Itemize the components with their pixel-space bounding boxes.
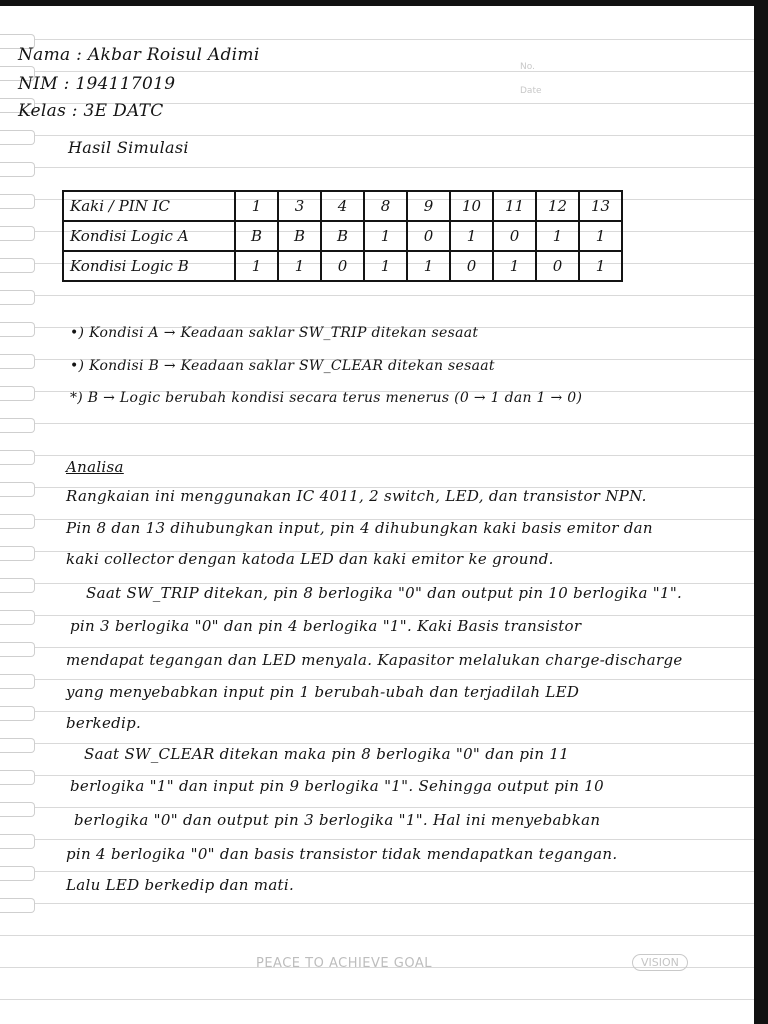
binder-hole <box>0 322 35 337</box>
table-cell: B <box>235 221 278 251</box>
table-cell: 9 <box>407 191 450 221</box>
binder-hole <box>0 386 35 401</box>
table-cell: 1 <box>450 221 493 251</box>
table-cell: 1 <box>493 251 536 281</box>
note-condition-b: •) Kondisi B → Keadaan saklar SW_CLEAR ditekan sesaat <box>70 358 495 374</box>
table-cell: 1 <box>407 251 450 281</box>
binder-hole <box>0 834 35 849</box>
table-cell: 1 <box>364 251 407 281</box>
binder-hole <box>0 258 35 273</box>
analysis-line: Rangkaian ini menggunakan IC 4011, 2 switch, LED, dan transistor NPN. <box>66 487 647 505</box>
section-title: Hasil Simulasi <box>68 138 189 157</box>
binder-hole <box>0 194 35 209</box>
binder-hole <box>0 706 35 721</box>
analysis-line: berkedip. <box>66 714 142 732</box>
footer-motto: PEACE TO ACHIEVE GOAL <box>256 956 432 971</box>
binder-hole <box>0 770 35 785</box>
binder-hole <box>0 866 35 881</box>
analysis-line: berlogika "1" dan input pin 9 berlogika "1". Sehingga output pin 10 <box>70 777 604 795</box>
table-cell: 12 <box>536 191 579 221</box>
binder-hole <box>0 354 35 369</box>
analysis-line: mendapat tegangan dan LED menyala. Kapasitor melalukan charge-discharge <box>66 651 683 669</box>
table-cell: 0 <box>450 251 493 281</box>
binder-hole <box>0 226 35 241</box>
analysis-line: kaki collector dengan katoda LED dan kaki emitor ke ground. <box>66 550 554 568</box>
binder-hole <box>0 418 35 433</box>
date-label: Date <box>520 86 542 96</box>
table-row <box>63 221 622 251</box>
table-cell: 1 <box>536 221 579 251</box>
table-cell: 1 <box>235 191 278 221</box>
analysis-line: pin 3 berlogika "0" dan pin 4 berlogika "1". Kaki Basis transistor <box>70 617 582 635</box>
analysis-line: Saat SW_CLEAR ditekan maka pin 8 berlogika "0" dan pin 11 <box>84 745 570 763</box>
analysis-line: berlogika "0" dan output pin 3 berlogika "1". Hal ini menyebabkan <box>74 811 601 829</box>
binder-hole <box>0 802 35 817</box>
analysis-line: yang menyebabkan input pin 1 berubah-ubah dan terjadilah LED <box>66 683 580 701</box>
row-label: Kondisi Logic B <box>63 251 235 281</box>
page-top-edge <box>0 0 768 38</box>
student-class: Kelas : 3E DATC <box>18 101 164 121</box>
binder-hole <box>0 482 35 497</box>
binder-holes <box>0 30 40 990</box>
row-label: Kondisi Logic A <box>63 221 235 251</box>
table-cell: 1 <box>579 251 622 281</box>
table-row <box>63 191 622 221</box>
analysis-line: Lalu LED berkedip dan mati. <box>66 876 295 894</box>
table-row <box>63 251 622 281</box>
student-nim: NIM : 194117019 <box>18 74 176 94</box>
analysis-line: pin 4 berlogika "0" dan basis transistor tidak mendapatkan tegangan. <box>66 845 618 863</box>
no-label: No. <box>520 62 535 72</box>
binder-hole <box>0 546 35 561</box>
table-cell: 0 <box>407 221 450 251</box>
table-cell: 1 <box>364 221 407 251</box>
table-cell: 1 <box>579 221 622 251</box>
table-cell: 1 <box>235 251 278 281</box>
table-cell: 0 <box>321 251 364 281</box>
page-right-edge <box>754 0 768 1024</box>
table-cell: 10 <box>450 191 493 221</box>
binder-hole <box>0 898 35 913</box>
table-cell: 0 <box>493 221 536 251</box>
logic-table <box>62 190 623 282</box>
note-condition-a: •) Kondisi A → Keadaan saklar SW_TRIP ditekan sesaat <box>70 325 479 341</box>
binder-hole <box>0 642 35 657</box>
binder-hole <box>0 514 35 529</box>
analysis-line: Pin 8 dan 13 dihubungkan input, pin 4 dihubungkan kaki basis emitor dan <box>66 519 653 537</box>
table-cell: 0 <box>536 251 579 281</box>
binder-hole <box>0 290 35 305</box>
table-cell: 8 <box>364 191 407 221</box>
table-cell: 11 <box>493 191 536 221</box>
binder-hole <box>0 130 35 145</box>
student-name: Nama : Akbar Roisul Adimi <box>18 45 260 65</box>
table-cell: B <box>278 221 321 251</box>
note-logic-change: *) B → Logic berubah kondisi secara terus menerus (0 → 1 dan 1 → 0) <box>70 390 583 406</box>
analysis-title: Analisa <box>66 458 124 476</box>
table-cell: 13 <box>579 191 622 221</box>
binder-hole <box>0 610 35 625</box>
analysis-line: Saat SW_TRIP ditekan, pin 8 berlogika "0" dan output pin 10 berlogika "1". <box>86 584 683 602</box>
binder-hole <box>0 674 35 689</box>
binder-hole <box>0 450 35 465</box>
footer-brand-logo: VISION <box>632 954 688 971</box>
binder-hole <box>0 578 35 593</box>
table-cell: 4 <box>321 191 364 221</box>
table-cell: 3 <box>278 191 321 221</box>
row-label: Kaki / PIN IC <box>63 191 235 221</box>
binder-hole <box>0 738 35 753</box>
table-cell: B <box>321 221 364 251</box>
binder-hole <box>0 162 35 177</box>
table-cell: 1 <box>278 251 321 281</box>
